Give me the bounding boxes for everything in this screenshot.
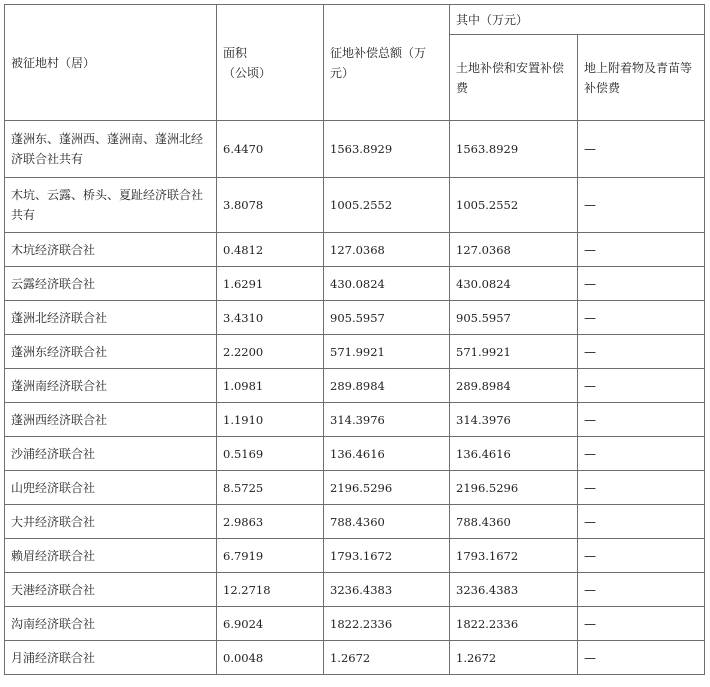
cell-land-compensation: 289.8984	[450, 369, 578, 403]
cell-village: 蓬洲西经济联合社	[5, 403, 217, 437]
cell-attachment-compensation: —	[578, 335, 705, 369]
header-row-1	[5, 5, 705, 35]
cell-area: 6.7919	[217, 539, 324, 573]
cell-area: 1.6291	[217, 267, 324, 301]
cell-attachment-compensation: —	[578, 437, 705, 471]
table-row	[5, 121, 705, 178]
table-row	[5, 505, 705, 539]
cell-land-compensation: 1822.2336	[450, 607, 578, 641]
cell-land-compensation: 1.2672	[450, 641, 578, 675]
cell-village: 蓬洲东经济联合社	[5, 335, 217, 369]
cell-attachment-compensation: —	[578, 573, 705, 607]
cell-total-compensation: 136.4616	[324, 437, 450, 471]
cell-area: 3.8078	[217, 178, 324, 233]
cell-land-compensation: 1563.8929	[450, 121, 578, 178]
cell-attachment-compensation: —	[578, 471, 705, 505]
cell-village: 山兜经济联合社	[5, 471, 217, 505]
cell-area: 3.4310	[217, 301, 324, 335]
header-total-compensation: 征地补偿总额（万元）	[324, 5, 450, 121]
cell-attachment-compensation: —	[578, 403, 705, 437]
cell-village: 赖眉经济联合社	[5, 539, 217, 573]
cell-total-compensation: 788.4360	[324, 505, 450, 539]
table-row	[5, 437, 705, 471]
cell-area: 6.4470	[217, 121, 324, 178]
table-row	[5, 301, 705, 335]
cell-attachment-compensation: —	[578, 178, 705, 233]
cell-total-compensation: 1563.8929	[324, 121, 450, 178]
cell-total-compensation: 1005.2552	[324, 178, 450, 233]
table-row	[5, 471, 705, 505]
cell-total-compensation: 430.0824	[324, 267, 450, 301]
cell-village: 月浦经济联合社	[5, 641, 217, 675]
cell-village: 木坑、云露、桥头、夏趾经济联合社共有	[5, 178, 217, 233]
cell-attachment-compensation: —	[578, 539, 705, 573]
cell-total-compensation: 2196.5296	[324, 471, 450, 505]
table-row	[5, 573, 705, 607]
cell-land-compensation: 788.4360	[450, 505, 578, 539]
cell-total-compensation: 1.2672	[324, 641, 450, 675]
cell-area: 1.0981	[217, 369, 324, 403]
cell-village: 沙浦经济联合社	[5, 437, 217, 471]
cell-area: 6.9024	[217, 607, 324, 641]
cell-area: 0.5169	[217, 437, 324, 471]
cell-total-compensation: 289.8984	[324, 369, 450, 403]
table-row	[5, 335, 705, 369]
cell-village: 大井经济联合社	[5, 505, 217, 539]
header-of-which: 其中（万元）	[450, 5, 705, 35]
table-row	[5, 539, 705, 573]
table-row	[5, 178, 705, 233]
cell-attachment-compensation: —	[578, 607, 705, 641]
cell-attachment-compensation: —	[578, 233, 705, 267]
cell-land-compensation: 136.4616	[450, 437, 578, 471]
cell-village: 蓬洲北经济联合社	[5, 301, 217, 335]
cell-total-compensation: 571.9921	[324, 335, 450, 369]
cell-land-compensation: 3236.4383	[450, 573, 578, 607]
cell-land-compensation: 2196.5296	[450, 471, 578, 505]
table-row	[5, 369, 705, 403]
cell-land-compensation: 314.3976	[450, 403, 578, 437]
cell-total-compensation: 3236.4383	[324, 573, 450, 607]
cell-village: 沟南经济联合社	[5, 607, 217, 641]
cell-area: 2.9863	[217, 505, 324, 539]
cell-land-compensation: 127.0368	[450, 233, 578, 267]
cell-attachment-compensation: —	[578, 505, 705, 539]
cell-area: 2.2200	[217, 335, 324, 369]
cell-land-compensation: 1005.2552	[450, 178, 578, 233]
cell-attachment-compensation: —	[578, 369, 705, 403]
table-row	[5, 607, 705, 641]
cell-total-compensation: 905.5957	[324, 301, 450, 335]
cell-total-compensation: 1822.2336	[324, 607, 450, 641]
cell-village: 蓬洲东、蓬洲西、蓬洲南、蓬洲北经济联合社共有	[5, 121, 217, 178]
cell-attachment-compensation: —	[578, 121, 705, 178]
cell-area: 0.0048	[217, 641, 324, 675]
cell-area: 8.5725	[217, 471, 324, 505]
header-village: 被征地村（居）	[5, 5, 217, 121]
table-row	[5, 267, 705, 301]
header-area: 面积 （公顷）	[217, 5, 324, 121]
cell-total-compensation: 314.3976	[324, 403, 450, 437]
cell-village: 木坑经济联合社	[5, 233, 217, 267]
cell-total-compensation: 1793.1672	[324, 539, 450, 573]
compensation-table	[4, 4, 705, 675]
cell-area: 12.2718	[217, 573, 324, 607]
cell-land-compensation: 1793.1672	[450, 539, 578, 573]
cell-attachment-compensation: —	[578, 267, 705, 301]
table-row	[5, 233, 705, 267]
header-land-compensation: 土地补偿和安置补偿费	[450, 35, 578, 121]
header-attachment-compensation: 地上附着物及青苗等 补偿费	[578, 35, 705, 121]
cell-village: 云露经济联合社	[5, 267, 217, 301]
cell-attachment-compensation: —	[578, 641, 705, 675]
cell-land-compensation: 571.9921	[450, 335, 578, 369]
cell-attachment-compensation: —	[578, 301, 705, 335]
cell-village: 蓬洲南经济联合社	[5, 369, 217, 403]
cell-area: 1.1910	[217, 403, 324, 437]
cell-land-compensation: 430.0824	[450, 267, 578, 301]
cell-total-compensation: 127.0368	[324, 233, 450, 267]
table-row	[5, 641, 705, 675]
cell-area: 0.4812	[217, 233, 324, 267]
cell-land-compensation: 905.5957	[450, 301, 578, 335]
cell-village: 天港经济联合社	[5, 573, 217, 607]
table-row	[5, 403, 705, 437]
